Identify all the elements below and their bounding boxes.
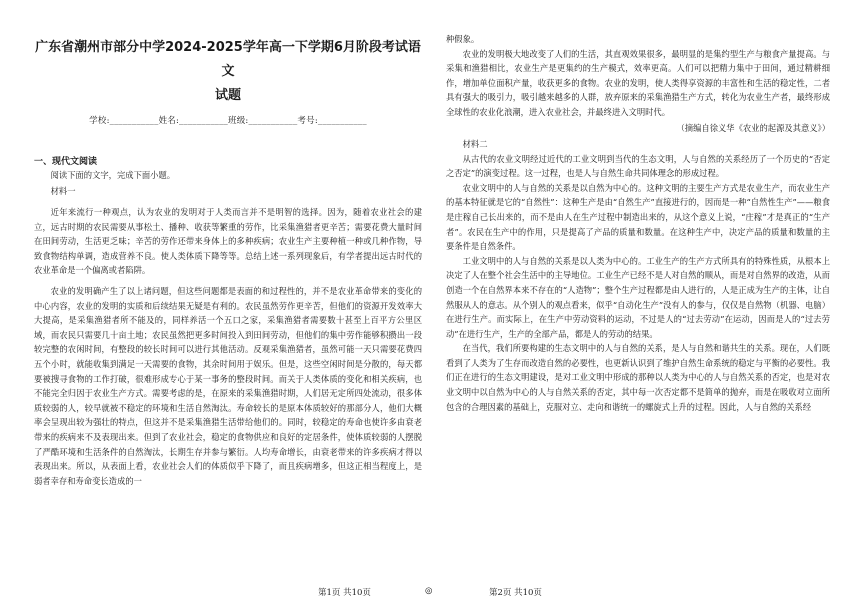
source-citation: （摘编自徐义华《农业的起源及其意义》） bbox=[676, 122, 830, 133]
title-line-1: 广东省潮州市部分中学2024-2025学年高一下学期6月阶段考试语文 bbox=[35, 40, 421, 79]
material-two-label: 材料二 bbox=[462, 138, 488, 149]
paragraph-4: 从古代的农业文明经过近代的工业文明到当代的生态文明，人与自然的关系经历了一个历史的“否定之否定”的演变过程。这一过程，也是人与自然生命共同体理念的形成过程。 bbox=[446, 153, 830, 179]
left-page-column bbox=[34, 0, 422, 488]
material-one-label: 材料一 bbox=[50, 186, 76, 196]
paragraph-7: 在当代，我们所要构建的生态文明中的人与自然的关系，是人与自然和谐共生的关系。现在，人们既看到了人类为了生存而改造自然的必要性，也更新认识到了维护自然生命系统的稳定与平衡的必要性。我们正在进行的生态文明建设，是对工业文明中形成的那种以人类为中心的人与自然关系的否定，也是对农业文明中以自然为中心的人与自然关系的否定，其中每一次否定都不是简单的抛弃，而是在吸收对立面所包含的合理因素的基础上，克服对立、走向和谐统一的螺旋式上升的过程。因此，人与自然的关系经 bbox=[446, 343, 830, 412]
footer-separator-icon: ◎ bbox=[425, 586, 433, 596]
left-page-number: 第1页 共10页 bbox=[318, 588, 371, 598]
title-line-2: 试题 bbox=[214, 88, 241, 103]
section-heading: 一、现代文阅读 bbox=[34, 157, 98, 167]
paragraph-6: 工业文明中的人与自然的关系是以人类为中心的。工业生产的生产方式所具有的特殊性质，从根本上决定了人在整个社会生活中的主导地位。工业生产已经不是人对自然的顺从，而是对自然界的改造，从而创造一个在自然界本来不存在的“人造物”；整个生产过程都是由人进行的，人是正成为生产的主体，让自然服从人的意志。从个别人的观点看来，似乎“自动化生产”没有人的参与，仅仅是自然物（机器、电脑）在进行生产。而实际上，在生产中劳动资料的运动，不过是人的“过去劳动”在运动，因而是人的“过去劳动”在进行生产，生产的全部产品，都是人的劳动的结果。 bbox=[446, 255, 830, 339]
paragraph-2-continuation: 种假象。 bbox=[446, 34, 480, 44]
right-page-number: 第2页 共10页 bbox=[489, 588, 542, 598]
paragraph-2: 农业的发明确产生了以上诸问题，但这些问题都是表面的和过程性的，并不是农业革命带来的变化的中心内容，农业的发明的实质和后续结果无疑是有利的。农民虽然劳作更辛苦，但他们的资源开发效率大大提高，是采集渔猎者所不能及的，同样养活一个五口之家，采集渔猎者需要数十甚至上百平方公里区域，而农民只需要几十亩土地；农民虽然把更多时间投入到田间劳动，但他们的集中劳作能够积攒出一段较完整的农闲时间，有整段的较长时间可以进行其他活动。反观采集渔猎者，虽然可能一天只需要花费四五个小时，就能收集到满足一天需要的食物，其余时间用于娱乐。但是，这些空闲时间是分散的，每天都要被搜寻食物的工作打破，很难形成专心于某一事务的整段时间。而关于人类体质的变化和相关疾病，也不能完全归因于农业生产方式。需要考虑的是，在原来的采集渔猎时期，人们居无定所四处流动，很多体质较弱的人，较早就被不稳定的环境和生活自然淘汰。寿命较长的是原本体质较好的那部分人，他们大概率会呈现出较为强壮的特点，但这并不是采集渔猎生活带给他们的。同时，较稳定的寿命也使许多由衰老带来的疾病来不及表现出来。但到了农业社会，稳定的食物供应和良好的定居条件，使体质较弱的人摆脱了严酷环境和生活条件的自然淘汰，长期生存并参与繁衍。人均寿命增长，由衰老带来的许多疾病才得以表现出来。所以，从表面上看，农业社会人们的体质似乎下降了，而且疾病增多，但这正相当程度上，是弱者幸存和寿命变长造成的一 bbox=[34, 285, 422, 486]
student-info-line: 学校:___________姓名:___________班级:___________考号:___________ bbox=[89, 116, 367, 126]
instruction-text: 阅读下面的文字，完成下面小题。 bbox=[50, 170, 176, 180]
paragraph-3: 农业的发明极大地改变了人们的生活，其直观效果很多，最明显的是集约型生产与粮食产量提高。与采集和渔猎相比，农业生产是更集约的生产模式，效率更高。人们可以把精力集中于田间，通过精耕细作，增加单位面积产量，收获更多的食物。农业的发明，使人类得享资源的丰富性和生活的稳定性，二者具有强大的吸引力，吸引越来越多的人群，放弃原来的采集渔猎生产方式，转化为农业生产者，最终形成全球性的农业化浪潮，进入农业社会，并最终进入文明时代。 bbox=[446, 48, 830, 117]
document-title bbox=[34, 36, 422, 108]
right-page-column bbox=[446, 32, 830, 414]
paragraph-1: 近年来流行一种观点，认为农业的发明对于人类而言并不是明智的选择。因为，随着农业社会的建立，远古时期的农民需要从事松土、播种、收获等繁重的劳作，比采集渔猎者更辛苦；需要花费大量时间在田间劳动，生活更乏味；辛苦的劳作还带来身体上的多种疾病；农业生产主要种植一种或几种作物，导致食物结构单调，造成营养不良。使人类体质下降等等。总结上述一系列现象后，有学者提出远古时代的农业革命是一个偏离或者陷阱。 bbox=[34, 207, 422, 276]
paragraph-5: 农业文明中的人与自然的关系是以自然为中心的。这种文明的主要生产方式是农业生产，而农业生产的基本特征就是它的“自然性”：这种生产是由“自然生产”直接进行的，因而是一种“自然性生产”——粮食是庄稼自己长出来的，而不是由人在生产过程中制造出来的，从这个意义上说，“庄稼”才是真正的“生产者”。农民在生产中的作用，只是提高了产品的质量和数量。在这种生产中，决定产品的质量和数量的主要条件是自然条件。 bbox=[446, 182, 830, 252]
